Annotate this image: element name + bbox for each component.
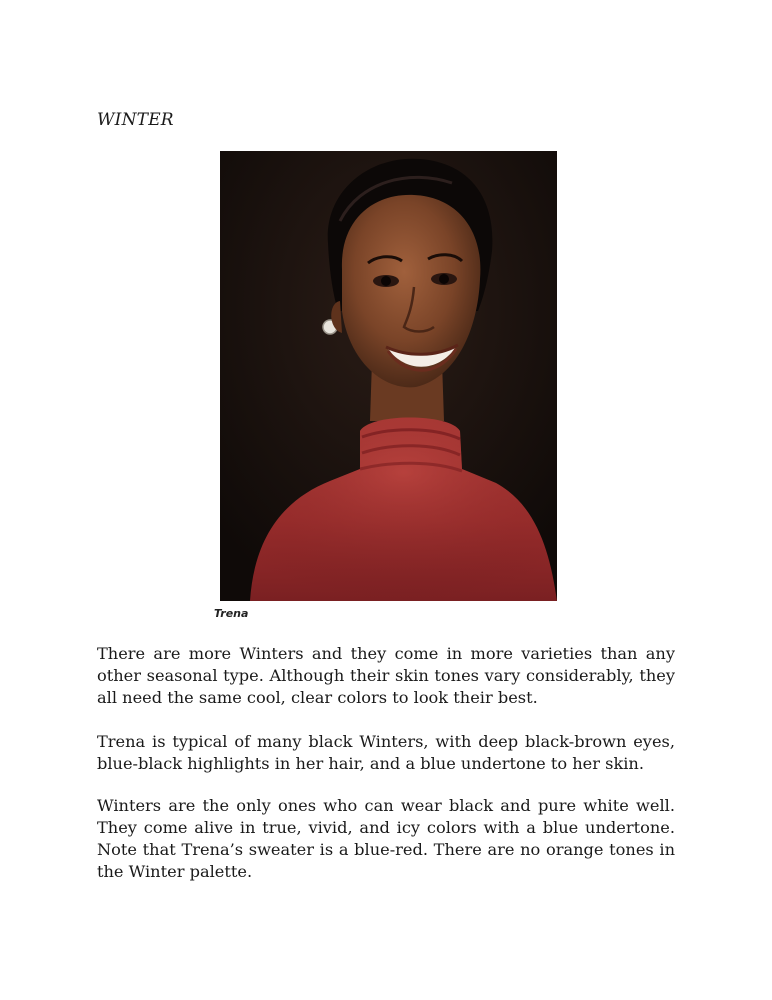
photo-caption: Trena	[214, 607, 249, 620]
section-heading: WINTER	[97, 110, 174, 130]
paragraph-trena-description: Trena is typical of many black Winters, with deep black-brown eyes, blue-black highlights in her hair, and a blue undertone to her skin.	[97, 732, 675, 773]
paragraph-winter-varieties: There are more Winters and they come in more varieties than any other seasonal type. Although their skin tones vary considerably, they all need the same cool, clear colors to look their best.	[97, 644, 675, 707]
portrait-photo	[220, 151, 557, 601]
paragraph-winter-colors: Winters are the only ones who can wear black and pure white well. They come alive in true, vivid, and icy colors with a blue undertone. Note that Trena’s sweater is a blue-red. There are no orange tones in the Winter palette.	[97, 796, 675, 881]
